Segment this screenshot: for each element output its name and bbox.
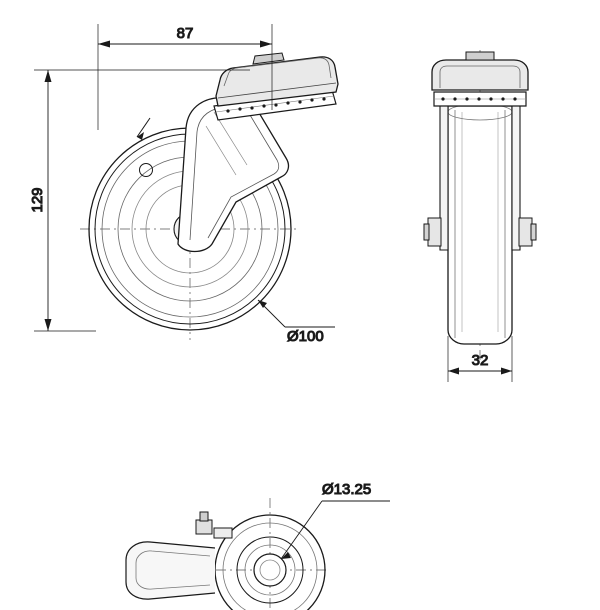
dimension-label-diameter-1325: Ø13.25 (322, 481, 372, 498)
dimension-label-87: 87 (176, 25, 194, 42)
front-swivel-head (434, 92, 526, 106)
dimension-label-32: 32 (471, 352, 489, 369)
dimension-label-129: 129 (29, 187, 46, 213)
dimension-label-diameter-100: Ø100 (287, 328, 324, 345)
wheel-tread-outline (448, 106, 512, 344)
